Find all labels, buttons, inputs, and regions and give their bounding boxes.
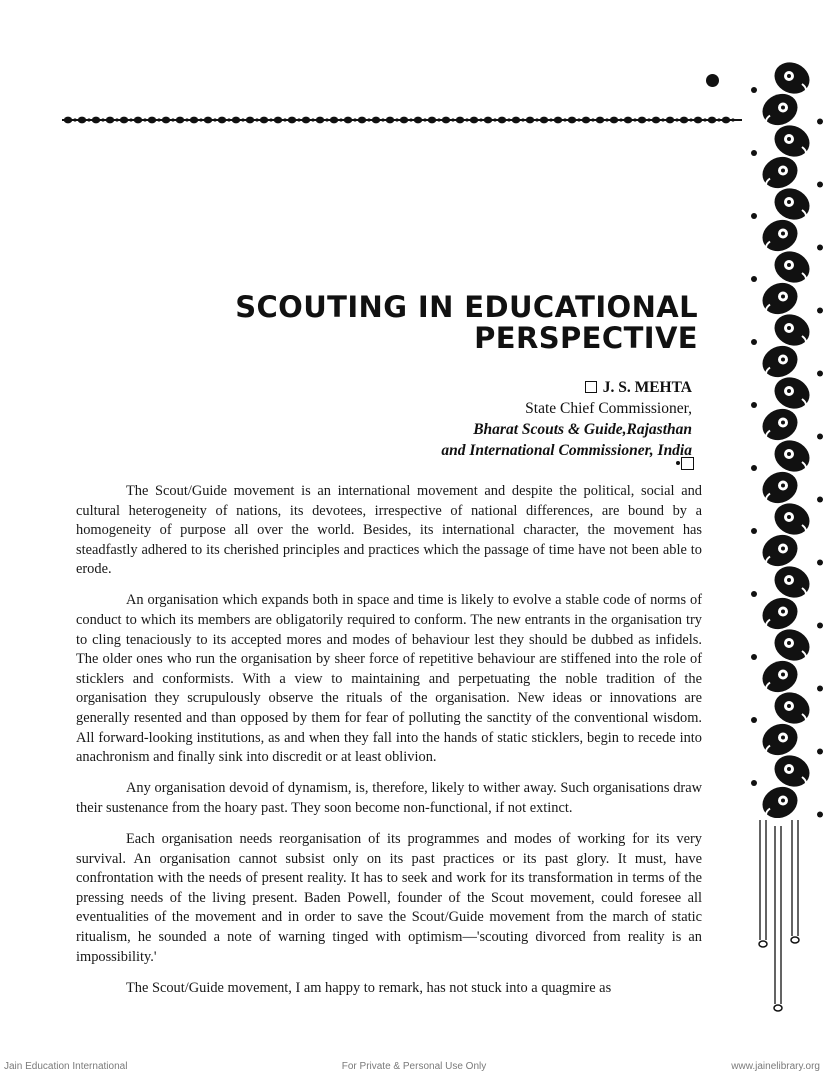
paragraph: Any organisation devoid of dynamism, is, therefore, likely to wither away. Such organisations draw their sustenance from the hoary past. They soon become non-functional, if not extinct. — [76, 780, 702, 816]
paragraph: Each organisation needs reorganisation of its programmes and modes of working for its very survival. An organisation cannot subsist only on its past practices or its past glory. It must, have confrontation with the needs of present reality. It has to seek and work for its transformation in terms of the pressing needs of the living present. Baden Powell, founder of the Scout movement, could foresee all eventualities of the movement and in order to save the Scout/Guide movement from the march of static ritualism, he sounded a note of warning tinged with optimism—'scouting divorced from reality is an impossibility.' — [76, 831, 702, 965]
decorative-border-strip — [736, 58, 828, 818]
author-line — [441, 377, 692, 398]
paragraph: An organisation which expands both in space and time is likely to evolve a stable code of norms of conduct to which its members are obligatorily required to conform. The new entrants in the organisation try to cling tenaciously to its accepted mores and modes of behaviour lest they should be dubbed as infidels. The older ones who run the organisation by sheer force of repetitive behaviour are stiffened into the role of sticklers and conformists. With a view to maintaining and perpetuating the noble tradition of the organisation they scrupulously observe the rituals of the organisation. New ideas or innovations are generally resented and than opposed by them for fear of polluting the sanctity of the conventional wisdom. All forward-looking institutions, as and when they fall into the hands of static sticklers, begin to recede into anachronism and finally sink into discredit or at least oblivion. — [76, 592, 702, 766]
footer-right: www.jainelibrary.org — [731, 1061, 820, 1072]
title-line-2: PERSPECTIVE — [474, 321, 698, 355]
author-org-line-2: and International Commissioner, India — [441, 442, 692, 459]
paragraph: The Scout/Guide movement is an international movement and despite the political, social and cultural heterogeneity of nations, its devotees, irrespective of national differences, are bound by a homogeneity of purpose all over the world. Besides, its international character, the movement has steadfastly adhered to its cherished principles and practices which the passage of time have not been able to erode. — [76, 483, 702, 578]
paisley-border-pattern — [736, 58, 828, 818]
title-line-1: SCOUTING IN EDUCATIONAL — [235, 290, 698, 324]
ornament-dot — [706, 74, 719, 87]
article-body — [76, 482, 702, 998]
dotted-rule-ornament — [62, 112, 742, 128]
end-mark-icon — [676, 456, 694, 470]
author-role: State Chief Commissioner, — [525, 400, 692, 417]
footer-center: For Private & Personal Use Only — [341, 1061, 487, 1072]
author-byline — [441, 377, 692, 461]
hanging-line-ornament — [748, 820, 818, 1020]
footer-left: Jain Education International — [4, 1061, 128, 1072]
author-name: J. S. MEHTA — [602, 379, 692, 396]
square-bullet-icon — [585, 381, 597, 393]
paragraph: The Scout/Guide movement, I am happy to remark, has not stuck into a quagmire as — [126, 979, 612, 996]
author-org-line-1: Bharat Scouts & Guide,Rajasthan — [473, 421, 692, 438]
article-title — [235, 292, 698, 354]
